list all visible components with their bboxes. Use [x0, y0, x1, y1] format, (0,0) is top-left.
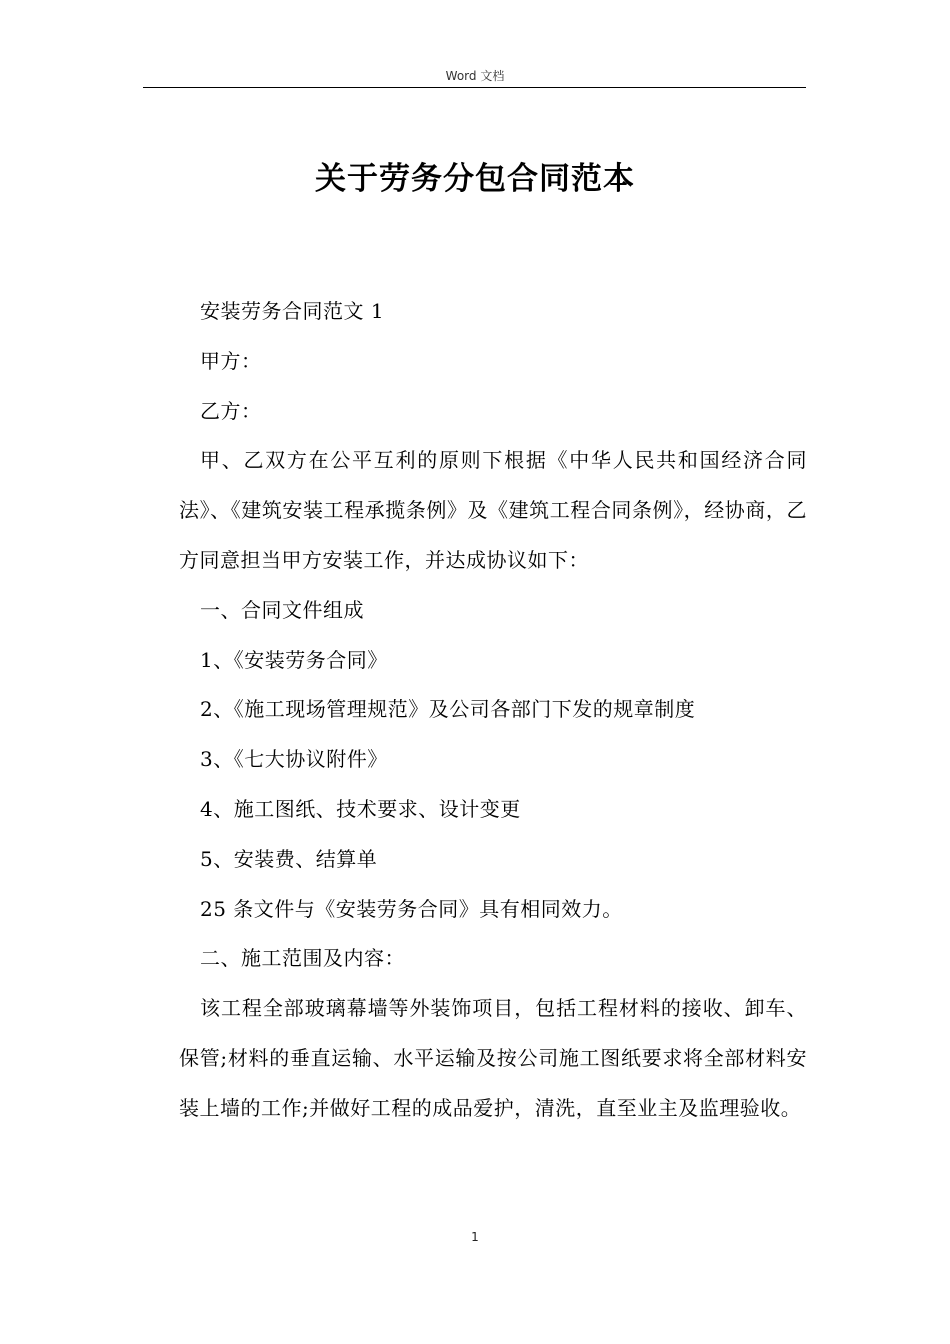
page-header-label: Word 文档: [445, 69, 505, 83]
paragraph: 甲方：: [200, 348, 262, 373]
paragraph: 4、施工图纸、技术要求、设计变更: [200, 796, 521, 821]
paragraph: 乙方：: [200, 398, 262, 423]
header-divider: [143, 87, 806, 88]
paragraph: 该工程全部玻璃幕墙等外装饰项目，包括工程材料的接收、卸车、保管;材料的垂直运输、水平运输及按公司施工图纸要求将全部材料安装上墙的工作;并做好工程的成品爱护，清洗，直至业主及监理验收。: [179, 996, 807, 1120]
document-body: [179, 287, 807, 1134]
paragraph: 25 条文件与《安装劳务合同》具有相同效力。: [200, 896, 623, 921]
paragraph: 甲、乙双方在公平互利的原则下根据《中华人民共和国经济合同法》、《建筑安装工程承揽条例》及《建筑工程合同条例》，经协商，乙方同意担当甲方安装工作，并达成协议如下：: [179, 448, 807, 572]
paragraph: 安装劳务合同范文 1: [200, 299, 385, 323]
page-number: 1: [471, 1230, 479, 1244]
paragraph: 二、施工范围及内容：: [200, 946, 405, 971]
paragraph: 一、合同文件组成: [200, 597, 364, 622]
paragraph: 3、《七大协议附件》: [200, 747, 388, 772]
paragraph: 1、《安装劳务合同》: [200, 647, 388, 672]
paragraph: 2、《施工现场管理规范》及公司各部门下发的规章制度: [200, 697, 696, 722]
paragraph: 5、安装费、结算单: [200, 846, 378, 871]
document-title: 关于劳务分包合同范本: [315, 161, 635, 197]
